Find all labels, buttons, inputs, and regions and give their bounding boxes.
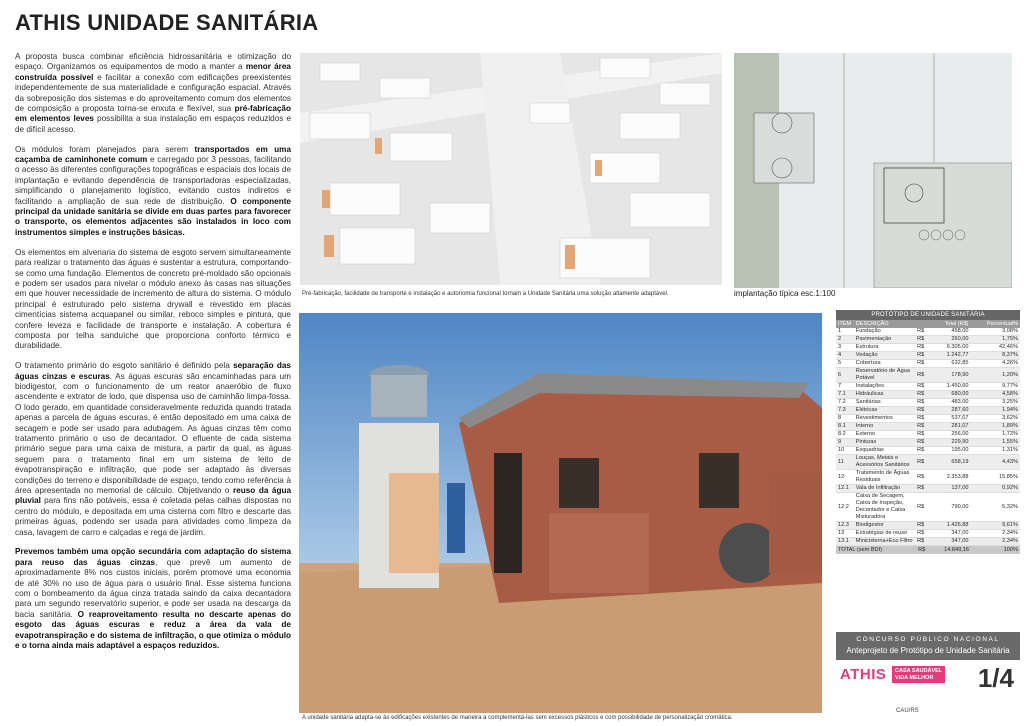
row-currency: R$: [917, 391, 925, 397]
aerial-render-image: [300, 53, 722, 285]
row-item: 5: [838, 360, 842, 366]
cau-logo: CAU/RS: [896, 708, 919, 714]
row-currency: R$: [917, 407, 925, 413]
table-total-row: [836, 546, 1020, 554]
contest-line2: Anteprojeto de Protótipo de Unidade Sanitária: [846, 646, 1010, 655]
row-description: Elétricas: [855, 407, 878, 413]
paragraph-text: Os elementos em alvenaria do sistema de esgoto servem simultaneamente para realizar o tratamento das águas e sustentar a estrutura, comportando-se como uma fundação. Elementos de concreto pré-moldado são opcionais e podem ser usados para nivelar o módulo anexo às casas nas situações em que houver necessidade de incremento de altura do sistema. O módulo principal é estruturado pelo sistema drywall e revestido em placas cimentícias sistema acquapanel ou similar, reboco simples e pintura, que confere leveza e facilidade de transporte e instalação. A cobertura é composta por telha sanduíche que proporciona conforto térmico e durabilidade.: [15, 247, 291, 351]
emphasis-text: reuso da água pluvial: [15, 486, 292, 506]
table-row: [836, 407, 1020, 415]
emphasis-text: pré-fabricação em elementos leves: [15, 104, 291, 124]
row-total: 6.305,00: [946, 344, 969, 350]
row-percent: 8,37%: [1002, 352, 1018, 358]
row-percent: 3,62%: [1002, 415, 1018, 421]
table-row: [836, 522, 1020, 530]
row-percent: 1,94%: [1002, 407, 1018, 413]
row-total: 137,00: [951, 485, 969, 491]
paragraph-5: [15, 547, 291, 651]
row-currency: R$: [917, 530, 925, 536]
row-item: 12.2: [838, 503, 849, 510]
row-percent: 3,08%: [1002, 328, 1018, 334]
table-header: [836, 320, 1020, 328]
emphasis-text: menor área construída possível: [15, 62, 291, 82]
row-total: 260,00: [951, 336, 969, 342]
table-row: [836, 328, 1020, 336]
row-total: 632,85: [951, 360, 969, 366]
row-description: Esquadrias: [855, 447, 884, 453]
row-item: 4: [838, 352, 842, 358]
row-item: 7.1: [838, 391, 846, 397]
badge-line2: VIDA MELHOR: [895, 674, 934, 681]
total-currency: R$: [918, 547, 926, 553]
row-description: Reservatório de Água Potável: [855, 368, 910, 381]
total-percent: 100%: [1003, 547, 1018, 553]
paragraph-text: . As águas escuras são encaminhadas para um biodigestor, com o funcionamento de um reator anaeróbio de fluxo ascendente e extrator de lodo, que dispensa uso de caminhão limpa-fossa. O lodo gerado, em quantidade consideravelmente reduzida quando tratada apenas a parcela de águas escuras, é então depositado em uma caixa de secagem e pode ser usado para adubagem. As águas cinzas têm como tratamento primário o uso de decantador. O efluente de cada sistema primário segue para uma caixa de mistura, a partir da qual, as águas seguem para o tratamento final em um sistema de leito de evapotranspiração e infiltração, que pode ser adaptado às diversas condições do terreno e disponibilidade de espaço, tendo como referência à área apresentada no memorial de cálculo. Objetivando o: [15, 371, 292, 496]
row-item: 1: [838, 328, 842, 334]
row-description: Minicisterna+Eco Filtro: [855, 538, 913, 544]
paragraph-text: Os módulos foram planejados para serem: [15, 144, 195, 154]
row-percent: 1,75%: [1002, 336, 1018, 342]
page-number: 1/4: [977, 663, 1014, 693]
row-item: 8.1: [838, 423, 846, 429]
row-description: Pinturas: [855, 439, 877, 445]
table-body: [836, 328, 1020, 546]
row-currency: R$: [917, 423, 925, 429]
row-description: Vedação: [855, 352, 878, 358]
row-total: 458,00: [951, 328, 969, 334]
header-percent: Percentual%: [986, 321, 1018, 327]
row-item: 13: [838, 530, 845, 536]
row-currency: R$: [917, 458, 925, 465]
emphasis-text: O componente principal da unidade sanitária se divide em duas partes para favorecer o transporte, os elementos adjacentes são instalados in loco com instrumentos simples e instruções básicas.: [15, 196, 291, 237]
row-item: 7.3: [838, 407, 846, 413]
table-row: [836, 530, 1020, 538]
photo-caption: A unidade sanitária adapta-se às edificações existentes de maneira a complementá-las sem excessos plásticos e com possibilidade de personalização cromática.: [302, 715, 733, 721]
row-percent: 9,77%: [1002, 383, 1018, 389]
athis-logo: ATHIS: [840, 666, 887, 683]
paragraph-3: [15, 248, 291, 352]
row-description: Sanitárias: [855, 399, 881, 405]
casa-saudavel-badge: [892, 666, 945, 683]
row-description: Estrutura: [855, 344, 879, 350]
row-currency: R$: [917, 344, 925, 350]
row-total: 1.426,88: [946, 522, 969, 528]
contest-footer: [836, 632, 1020, 726]
row-item: 12.3: [838, 522, 849, 528]
row-currency: R$: [917, 447, 925, 453]
row-description: Cobertura: [855, 360, 881, 366]
row-currency: R$: [917, 383, 925, 389]
row-currency: R$: [917, 336, 925, 342]
row-total: 195,00: [951, 447, 969, 453]
row-item: 10: [838, 447, 845, 453]
row-currency: R$: [917, 485, 925, 491]
row-item: 9: [838, 439, 842, 445]
contest-banner: [836, 632, 1020, 660]
table-row: [836, 352, 1020, 360]
row-description: Interno: [855, 423, 874, 429]
row-percent: 1,20%: [1002, 371, 1018, 378]
table-row: [836, 344, 1020, 352]
row-total: 537,07: [951, 415, 969, 421]
cost-table: [836, 310, 1020, 554]
table-row: [836, 470, 1020, 485]
row-description: Externo: [855, 431, 876, 437]
row-currency: R$: [917, 473, 925, 480]
paragraph-text: para fins não potáveis, essa é coletada pelas calhas dispostas no centro do módulo, e depositada em uma cisterna com filtro e descarte das primeiras águas, podendo ser usada para atividades como limpeza da casa, lavagem de carro e calçadas e rega de jardim.: [15, 496, 291, 537]
row-percent: 0,92%: [1002, 485, 1018, 491]
row-percent: 4,43%: [1002, 458, 1018, 465]
row-total: 178,90: [951, 371, 969, 378]
total-value: 14.849,16: [944, 547, 970, 553]
row-item: 6: [838, 371, 842, 378]
row-item: 3: [838, 344, 842, 350]
row-currency: R$: [917, 399, 925, 405]
header-total: Total (R$): [944, 321, 969, 327]
row-currency: R$: [917, 439, 925, 445]
row-item: 11: [838, 458, 844, 465]
row-percent: 2,34%: [1002, 530, 1018, 536]
row-currency: R$: [917, 352, 925, 358]
plan-caption: implantação típica esc.1:100: [734, 289, 836, 298]
header-item: ITEM: [838, 321, 852, 327]
table-row: [836, 538, 1020, 546]
row-percent: 1,31%: [1002, 447, 1018, 453]
table-row: [836, 431, 1020, 439]
row-total: 347,00: [951, 538, 969, 544]
table-row: [836, 360, 1020, 368]
site-plan-image: [734, 53, 1012, 288]
row-percent: 1,55%: [1002, 439, 1018, 445]
paragraph-2: [15, 145, 291, 239]
table-row: [836, 439, 1020, 447]
row-item: 7.2: [838, 399, 846, 405]
row-currency: R$: [917, 371, 925, 378]
paragraph-text: e facilitar a conexão com edificações preexistentes independentemente de sua materialidade e configuração espacial. Através da sobreposição dos sistemas e do aproveitamento comum dos elementos de composição a proposta torna-se enxuta e flexível, sua: [15, 72, 291, 114]
table-row: [836, 336, 1020, 344]
table-title: PROTÓTIPO DE UNIDADE SANITÁRIA: [836, 310, 1020, 320]
emphasis-text: transportados em uma caçamba de caminhonete comum: [15, 144, 291, 165]
row-description: Biodigestor: [855, 522, 884, 528]
row-total: 347,00: [951, 530, 969, 536]
row-item: 12: [838, 473, 845, 480]
row-percent: 9,61%: [1002, 522, 1018, 528]
row-percent: 15,85%: [999, 473, 1018, 480]
row-total: 229,90: [951, 439, 969, 445]
row-percent: 4,26%: [1002, 360, 1018, 366]
emphasis-text: O reaproveitamento resulta no descarte apenas do esgoto das águas escuras e reduz a área da vala de evapotranspiração e do sistema de infiltração, o que otimiza o módulo e o torna ainda mais adaptável a espaços reduzidos.: [15, 609, 291, 651]
row-currency: R$: [917, 360, 925, 366]
row-total: 658,19: [951, 458, 969, 465]
badge-line1: CASA SAUDÁVEL: [895, 668, 943, 674]
row-currency: R$: [917, 538, 925, 544]
row-description: Vala de Infiltração: [855, 485, 901, 491]
row-percent: 2,34%: [1002, 538, 1018, 544]
row-description: Estratégias de reuso: [855, 530, 908, 536]
row-currency: R$: [917, 431, 925, 437]
row-item: 7: [838, 383, 842, 389]
row-item: 8.2: [838, 431, 846, 437]
row-description: Louças, Metais e Acessórios Sanitários: [855, 455, 910, 468]
row-percent: 4,58%: [1002, 391, 1018, 397]
table-row: [836, 391, 1020, 399]
row-item: 13.1: [838, 538, 849, 544]
paragraph-text: O tratamento primário do esgoto sanitário é definido pela: [15, 361, 234, 371]
table-row: [836, 447, 1020, 455]
paragraph-text: A proposta busca combinar eficiência hidrossanitária e otimização do espaço. Organizamos os equipamentos de modo a manter a: [15, 52, 291, 72]
table-row: [836, 399, 1020, 407]
row-total: 287,60: [951, 407, 969, 413]
row-item: 2: [838, 336, 842, 342]
paragraph-text: possibilita a sua instalação em espaços reduzidos e de difícil acesso.: [15, 114, 292, 134]
row-description: Caixa de Secagem, Caixa de Inspeção, Decantador e Caixa Misturadora: [855, 493, 906, 520]
description-column: [15, 52, 291, 661]
row-currency: R$: [917, 415, 925, 421]
emphasis-text: Prevemos também uma opção secundária com adaptação do sistema para reuso das águas cinzas: [15, 547, 291, 567]
row-total: 1.450,60: [946, 383, 969, 389]
site-photo-image: [299, 313, 822, 713]
table-row: [836, 455, 1020, 470]
table-row: [836, 383, 1020, 391]
row-percent: 1,89%: [1002, 423, 1018, 429]
paragraph-text: , que prevê um aumento de aproximadamente 8% nos custos iniciais, porém promove uma economia de até 30% no uso de água para o usuário final. Esse sistema funciona com o bombeamento da água cinza tratada saindo da caixa decantadora para um segundo reservatório superior, e pode ser usada na descarga da bacia sanitária.: [15, 557, 291, 619]
row-description: Fundação: [855, 328, 881, 334]
row-total: 281,07: [951, 423, 969, 429]
row-percent: 1,72%: [1002, 431, 1018, 437]
table-row: [836, 423, 1020, 431]
row-total: 1.242,77: [946, 352, 969, 358]
row-total: 790,00: [951, 503, 969, 510]
paragraph-1: [15, 52, 291, 135]
contest-line1: CONCURSO PÚBLICO NACIONAL: [856, 636, 1000, 643]
row-description: Revestimentos: [855, 415, 893, 421]
row-item: 12.1: [838, 485, 849, 491]
table-row: [836, 493, 1020, 522]
header-currency: [917, 321, 931, 327]
row-description: Pavimentação: [855, 336, 892, 342]
row-description: Hidráulicas: [855, 391, 884, 397]
table-row: [836, 368, 1020, 383]
row-total: 680,00: [951, 391, 969, 397]
aerial-caption: Pré-fabricação, facilidade de transporte e instalação e autonomia funcional tornam a Unidade Sanitária uma solução altamente adaptável.: [302, 291, 669, 297]
row-currency: R$: [917, 522, 925, 528]
emphasis-text: separação das águas cinzas e escuras: [15, 361, 291, 381]
row-total: 483,00: [951, 399, 969, 405]
row-percent: 5,32%: [1002, 503, 1018, 510]
row-percent: 3,25%: [1002, 399, 1018, 405]
table-row: [836, 415, 1020, 423]
row-description: Instalações: [855, 383, 885, 389]
header-description: DESCRIÇÃO: [855, 321, 889, 327]
row-currency: R$: [917, 503, 925, 510]
page-title: ATHIS UNIDADE SANITÁRIA: [15, 10, 319, 35]
paragraph-text: e carregado por 3 pessoas, facilitando o acesso às diferentes configurações topográficas e espaciais dos locais de implantação e evitando dependência de transportadoras especializadas, simplificando o planejamento logístico, evitando custos indiretos e facilitando a ampliação de sua rede de distribuição.: [15, 155, 291, 206]
row-total: 256,00: [951, 431, 969, 437]
table-row: [836, 485, 1020, 493]
row-percent: 42,46%: [999, 344, 1018, 350]
row-description: Tratamento de Águas Residuais: [855, 470, 910, 483]
row-item: 8: [838, 415, 842, 421]
row-total: 2.353,88: [946, 473, 969, 480]
total-label: TOTAL (sem BDI): [838, 547, 883, 553]
row-currency: R$: [917, 328, 925, 334]
paragraph-4: [15, 361, 291, 538]
